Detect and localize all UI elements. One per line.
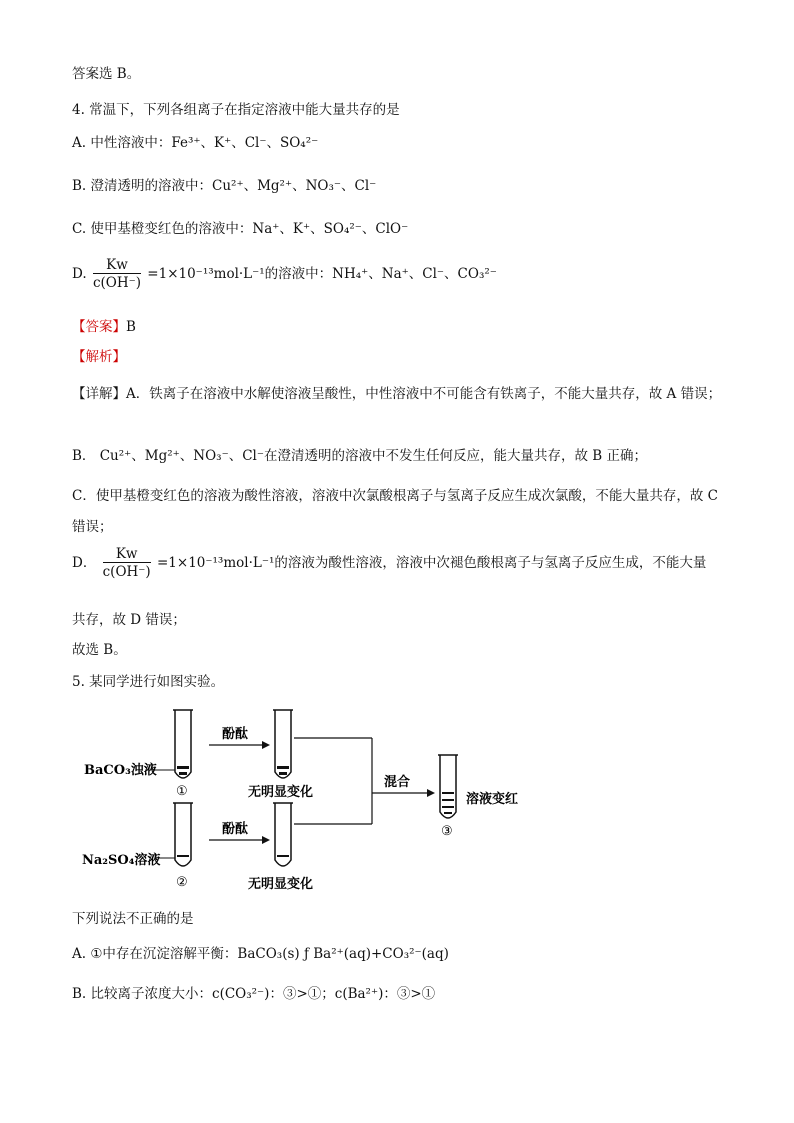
detail-b: B． Cu²⁺、Mg²⁺、NO₃⁻、Cl⁻在澄清透明的溶液中不发生任何反应，能大量共存，故 B 正确；: [72, 448, 647, 464]
fraction-denominator: c(OH⁻): [92, 275, 141, 291]
number-3: ③: [441, 824, 453, 839]
label-bacoo3: BaCO₃浊液: [84, 763, 157, 778]
question-5: 5. 某同学进行如图实验。: [72, 674, 225, 690]
fraction-denominator-2: c(OH⁻): [102, 564, 151, 580]
detail-d-cont: 共存，故 D 错误；: [72, 612, 186, 628]
number-1: ①: [176, 784, 188, 799]
option-4a: A. 中性溶液中：Fe³⁺、K⁺、Cl⁻、SO₄²⁻: [72, 135, 319, 151]
experiment-diagram: [72, 700, 552, 900]
tube-1-sediment: [177, 766, 189, 775]
option-4d: [72, 257, 497, 292]
option-4d-suffix: =1×10⁻¹³mol·L⁻¹的溶液中：NH₄⁺、Na⁺、Cl⁻、CO₃²⁻: [147, 266, 497, 282]
question-4: 4. 常温下，下列各组离子在指定溶液中能大量共存的是: [72, 102, 400, 118]
answer-tag: 【答案】: [72, 319, 126, 335]
kw-fraction: [93, 257, 141, 292]
detail-d-suffix: =1×10⁻¹³mol·L⁻¹的溶液为酸性溶液，溶液中次褪色酸根离子与氢离子反应生成，不能大量: [156, 555, 707, 571]
option-4d-prefix: D.: [72, 266, 87, 282]
detail-c: C．使甲基橙变红色的溶液为酸性溶液，溶液中次氯酸根离子与氢离子反应生成次氯酸，不能大量共存，故 C 错误；: [72, 488, 718, 535]
tube-2b-liquid: [277, 855, 289, 857]
number-2: ②: [176, 875, 188, 890]
detail-d-prefix: D．: [72, 555, 97, 571]
tube-3-liquid: [442, 792, 454, 814]
option-5b: B. 比较离子浓度大小：c(CO₃²⁻)：③>①；c(Ba²⁺)：③>①: [72, 986, 436, 1002]
mix-label: 混合: [384, 775, 411, 790]
result-2: 无明显变化: [248, 877, 314, 892]
detail-a: 【详解】A．铁离子在溶液中水解使溶液呈酸性，中性溶液中不可能含有铁离子，不能大量共存，故 A 错误；: [72, 386, 722, 402]
arrow-1-head: [262, 741, 270, 749]
answer-value: B: [126, 319, 136, 335]
arrow-mix-head: [427, 789, 435, 797]
answer-line-prev: 答案选 B。: [72, 66, 141, 82]
analysis-tag: 【解析】: [72, 349, 126, 365]
tube-2-liquid: [177, 855, 189, 857]
result-3: 溶液变红: [466, 792, 519, 807]
reagent-1: 酚酞: [222, 727, 249, 742]
kw-fraction-2: [103, 546, 151, 581]
tube-1b-sediment: [277, 766, 289, 775]
arrow-2-head: [262, 836, 270, 844]
option-5a: A. ①中存在沉淀溶解平衡：BaCO₃(s) ƒ Ba²⁺(aq)+CO₃²⁻(aq): [72, 946, 449, 962]
label-na2so4: Na₂SO₄溶液: [82, 853, 161, 868]
fraction-numerator-2: Kw: [103, 546, 151, 563]
choose-line: 故选 B。: [72, 642, 127, 658]
option-4c: C. 使甲基橙变红色的溶液中：Na⁺、K⁺、SO₄²⁻、ClO⁻: [72, 221, 409, 237]
question-5-prompt: 下列说法不正确的是: [72, 911, 194, 927]
result-1: 无明显变化: [248, 785, 314, 800]
option-4b: B. 澄清透明的溶液中：Cu²⁺、Mg²⁺、NO₃⁻、Cl⁻: [72, 178, 377, 194]
detail-d: [72, 546, 706, 581]
fraction-numerator: Kw: [93, 257, 141, 274]
answer-line: [72, 317, 136, 337]
test-tube-3: [438, 755, 458, 818]
reagent-2: 酚酞: [222, 822, 249, 837]
